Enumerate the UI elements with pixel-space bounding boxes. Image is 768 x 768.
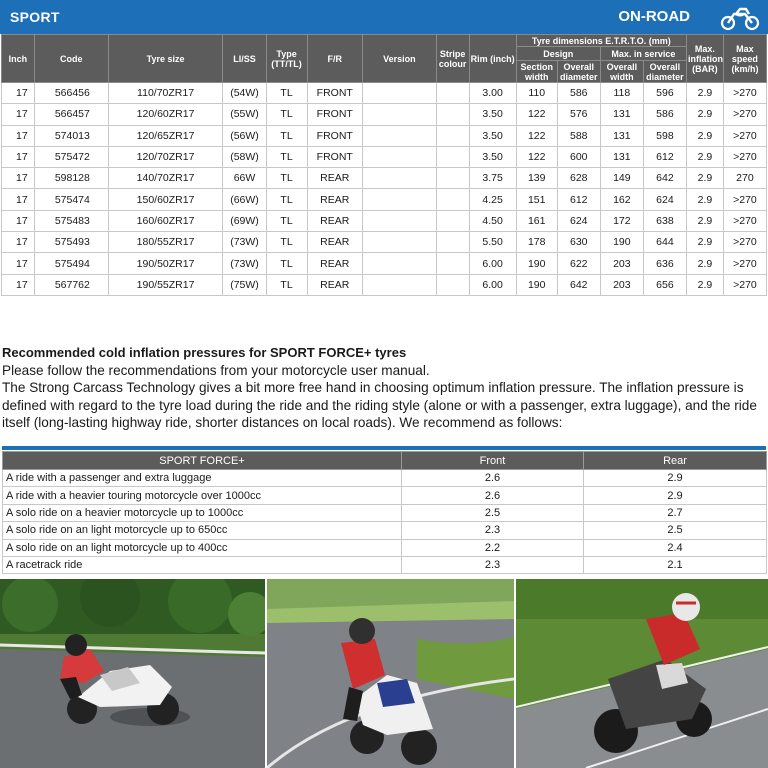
pressure-row [3,487,767,504]
cell-speed: >270 [723,125,766,146]
cell-fr: FRONT [307,146,362,167]
cell-speed: >270 [723,83,766,104]
cell-od: 642 [557,274,600,295]
cell-rim: 4.50 [469,210,516,231]
cell-stripe [436,146,469,167]
cell-rim: 3.50 [469,146,516,167]
cell-rim: 6.00 [469,274,516,295]
rider-photo-3 [516,579,768,768]
cell-fr: FRONT [307,104,362,125]
cell-stripe [436,125,469,146]
cell-speed: >270 [723,253,766,274]
cell-sw: 178 [516,232,557,253]
col-tyre-size: Tyre size [108,35,223,83]
cell-mw: 149 [600,168,643,189]
cell-desc: A solo ride on an light motorcycle up to 650cc [3,522,402,539]
cell-version [362,104,436,125]
divider [2,446,766,450]
cell-infl: 2.9 [686,83,723,104]
cell-md: 624 [643,189,686,210]
cell-type: TL [266,210,307,231]
segment-title: ON-ROAD [618,8,690,25]
cell-rim: 5.50 [469,232,516,253]
cell-speed: 270 [723,168,766,189]
cell-rear: 2.4 [584,539,767,556]
cell-liss: 66W [223,168,266,189]
table-row [2,189,767,210]
cell-code: 566456 [34,83,108,104]
cell-speed: >270 [723,232,766,253]
cell-inch: 17 [2,104,35,125]
col-max-speed: Max speed (km/h) [723,35,766,83]
cell-sw: 161 [516,210,557,231]
col-product: SPORT FORCE+ [3,452,402,470]
col-max-inflation: Max. inflation (BAR) [686,35,723,83]
cell-mw: 162 [600,189,643,210]
col-fr: F/R [307,35,362,83]
cell-speed: >270 [723,146,766,167]
cell-size: 190/55ZR17 [108,274,223,295]
cell-size: 110/70ZR17 [108,83,223,104]
cell-desc: A racetrack ride [3,556,402,573]
category-title: SPORT [10,9,60,25]
table-row [2,210,767,231]
cell-code: 567762 [34,274,108,295]
cell-rim: 3.50 [469,104,516,125]
cell-code: 575494 [34,253,108,274]
cell-size: 140/70ZR17 [108,168,223,189]
cell-infl: 2.9 [686,189,723,210]
col-group-max-service: Max. in service [600,47,686,61]
cell-code: 575472 [34,146,108,167]
cell-liss: (69W) [223,210,266,231]
cell-inch: 17 [2,210,35,231]
tyre-spec-table [1,34,767,296]
cell-od: 576 [557,104,600,125]
cell-sw: 151 [516,189,557,210]
cell-size: 120/70ZR17 [108,146,223,167]
cell-sw: 122 [516,104,557,125]
cell-sw: 110 [516,83,557,104]
table-row [2,104,767,125]
col-group-design: Design [516,47,600,61]
cell-liss: (73W) [223,253,266,274]
cell-rim: 3.50 [469,125,516,146]
motorcycle-icon [718,3,762,31]
cell-fr: REAR [307,168,362,189]
cell-code: 566457 [34,104,108,125]
cell-md: 612 [643,146,686,167]
cell-code: 574013 [34,125,108,146]
cell-desc: A solo ride on an light motorcycle up to 400cc [3,539,402,556]
cell-md: 638 [643,210,686,231]
cell-inch: 17 [2,83,35,104]
cell-type: TL [266,83,307,104]
cell-fr: REAR [307,274,362,295]
inflation-paragraph: The Strong Carcass Technology gives a bit more free hand in choosing optimum inflation pressure. The inflation pressure is defined with regard to the tyre load during the ride and the riding style (alone or with a passenger, extra luggage), and the ride itself (long-lasting highway ride, shorter distances on local roads). We recommend as follows: [2,380,757,431]
col-rim: Rim (inch) [469,35,516,83]
cell-fr: FRONT [307,125,362,146]
cell-md: 642 [643,168,686,189]
cell-speed: >270 [723,189,766,210]
cell-sw: 122 [516,146,557,167]
cell-desc: A ride with a passenger and extra luggage [3,470,402,487]
cell-fr: FRONT [307,83,362,104]
cell-sw: 122 [516,125,557,146]
cell-mw: 203 [600,274,643,295]
cell-mw: 131 [600,146,643,167]
col-rear: Rear [584,452,767,470]
cell-fr: REAR [307,253,362,274]
cell-version [362,125,436,146]
pressure-row [3,504,767,521]
cell-sw: 139 [516,168,557,189]
cell-od: 612 [557,189,600,210]
cell-code: 575493 [34,232,108,253]
cell-inch: 17 [2,189,35,210]
cell-md: 596 [643,83,686,104]
cell-version [362,189,436,210]
cell-liss: (75W) [223,274,266,295]
cell-type: TL [266,146,307,167]
cell-md: 598 [643,125,686,146]
cell-md: 586 [643,104,686,125]
cell-version [362,253,436,274]
col-inch: Inch [2,35,35,83]
cell-type: TL [266,125,307,146]
cell-stripe [436,232,469,253]
cell-sw: 190 [516,274,557,295]
cell-version [362,232,436,253]
cell-size: 120/65ZR17 [108,125,223,146]
cell-version [362,210,436,231]
cell-size: 120/60ZR17 [108,104,223,125]
cell-mw: 172 [600,210,643,231]
cell-od: 588 [557,125,600,146]
pressure-row [3,470,767,487]
cell-rim: 4.25 [469,189,516,210]
cell-fr: REAR [307,210,362,231]
rider-photo-1 [0,579,265,768]
table-row [2,83,767,104]
cell-rear: 2.9 [584,470,767,487]
cell-liss: (58W) [223,146,266,167]
cell-type: TL [266,104,307,125]
table-row [2,125,767,146]
cell-inch: 17 [2,253,35,274]
cell-inch: 17 [2,274,35,295]
cell-liss: (56W) [223,125,266,146]
cell-liss: (54W) [223,83,266,104]
cell-desc: A solo ride on a heavier motorcycle up to 1000cc [3,504,402,521]
cell-od: 600 [557,146,600,167]
cell-liss: (55W) [223,104,266,125]
pressure-row [3,539,767,556]
table-row [2,253,767,274]
cell-version [362,146,436,167]
cell-od: 624 [557,210,600,231]
cell-stripe [436,83,469,104]
cell-infl: 2.9 [686,104,723,125]
cell-front: 2.3 [402,556,584,573]
rider-photo-2 [267,579,514,768]
pressure-row [3,556,767,573]
cell-code: 598128 [34,168,108,189]
cell-infl: 2.9 [686,274,723,295]
cell-mw: 190 [600,232,643,253]
cell-speed: >270 [723,274,766,295]
cell-stripe [436,189,469,210]
pressure-row [3,522,767,539]
cell-version [362,274,436,295]
cell-fr: REAR [307,232,362,253]
col-version: Version [362,35,436,83]
cell-speed: >270 [723,104,766,125]
col-stripe: Stripe colour [436,35,469,83]
cell-md: 636 [643,253,686,274]
cell-rear: 2.9 [584,487,767,504]
cell-od: 630 [557,232,600,253]
cell-code: 575474 [34,189,108,210]
col-group-etrto: Tyre dimensions E.T.R.T.O. (mm) [516,35,686,47]
cell-stripe [436,168,469,189]
cell-liss: (66W) [223,189,266,210]
col-section-width: Section width [516,61,557,83]
cell-od: 622 [557,253,600,274]
cell-infl: 2.9 [686,146,723,167]
cell-mw: 203 [600,253,643,274]
col-li-ss: LI/SS [223,35,266,83]
cell-inch: 17 [2,232,35,253]
inflation-line: Please follow the recommendations from your motorcycle user manual. [2,362,430,378]
col-front: Front [402,452,584,470]
cell-type: TL [266,168,307,189]
cell-size: 190/50ZR17 [108,253,223,274]
cell-mw: 131 [600,125,643,146]
cell-od: 628 [557,168,600,189]
cell-stripe [436,210,469,231]
cell-rim: 3.00 [469,83,516,104]
cell-front: 2.6 [402,470,584,487]
cell-liss: (73W) [223,232,266,253]
cell-code: 575483 [34,210,108,231]
cell-rear: 2.7 [584,504,767,521]
cell-mw: 131 [600,104,643,125]
cell-sw: 190 [516,253,557,274]
header-bar [0,0,768,34]
table-row [2,274,767,295]
cell-fr: REAR [307,189,362,210]
cell-front: 2.5 [402,504,584,521]
cell-type: TL [266,274,307,295]
cell-stripe [436,274,469,295]
cell-infl: 2.9 [686,210,723,231]
cell-size: 160/60ZR17 [108,210,223,231]
cell-speed: >270 [723,210,766,231]
table-row [2,168,767,189]
cell-front: 2.3 [402,522,584,539]
cell-rear: 2.5 [584,522,767,539]
cell-infl: 2.9 [686,253,723,274]
col-code: Code [34,35,108,83]
cell-rim: 3.75 [469,168,516,189]
col-overall-width: Overall width [600,61,643,83]
cell-stripe [436,253,469,274]
cell-mw: 118 [600,83,643,104]
cell-version [362,168,436,189]
cell-infl: 2.9 [686,125,723,146]
cell-rim: 6.00 [469,253,516,274]
cell-type: TL [266,253,307,274]
cell-inch: 17 [2,168,35,189]
table-row [2,232,767,253]
cell-inch: 17 [2,146,35,167]
cell-inch: 17 [2,125,35,146]
inflation-intro [2,344,766,432]
cell-od: 586 [557,83,600,104]
cell-type: TL [266,189,307,210]
cell-size: 150/60ZR17 [108,189,223,210]
col-type: Type (TT/TL) [266,35,307,83]
cell-version [362,83,436,104]
cell-front: 2.6 [402,487,584,504]
cell-infl: 2.9 [686,168,723,189]
cell-stripe [436,104,469,125]
cell-desc: A ride with a heavier touring motorcycle over 1000cc [3,487,402,504]
cell-size: 180/55ZR17 [108,232,223,253]
cell-front: 2.2 [402,539,584,556]
cell-md: 656 [643,274,686,295]
cell-type: TL [266,232,307,253]
col-overall-diameter-max: Overall diameter [643,61,686,83]
pressure-table [2,451,767,574]
cell-rear: 2.1 [584,556,767,573]
col-overall-diameter: Overall diameter [557,61,600,83]
cell-md: 644 [643,232,686,253]
inflation-heading: Recommended cold inflation pressures for SPORT FORCE+ tyres [2,345,407,360]
cell-infl: 2.9 [686,232,723,253]
table-row [2,146,767,167]
